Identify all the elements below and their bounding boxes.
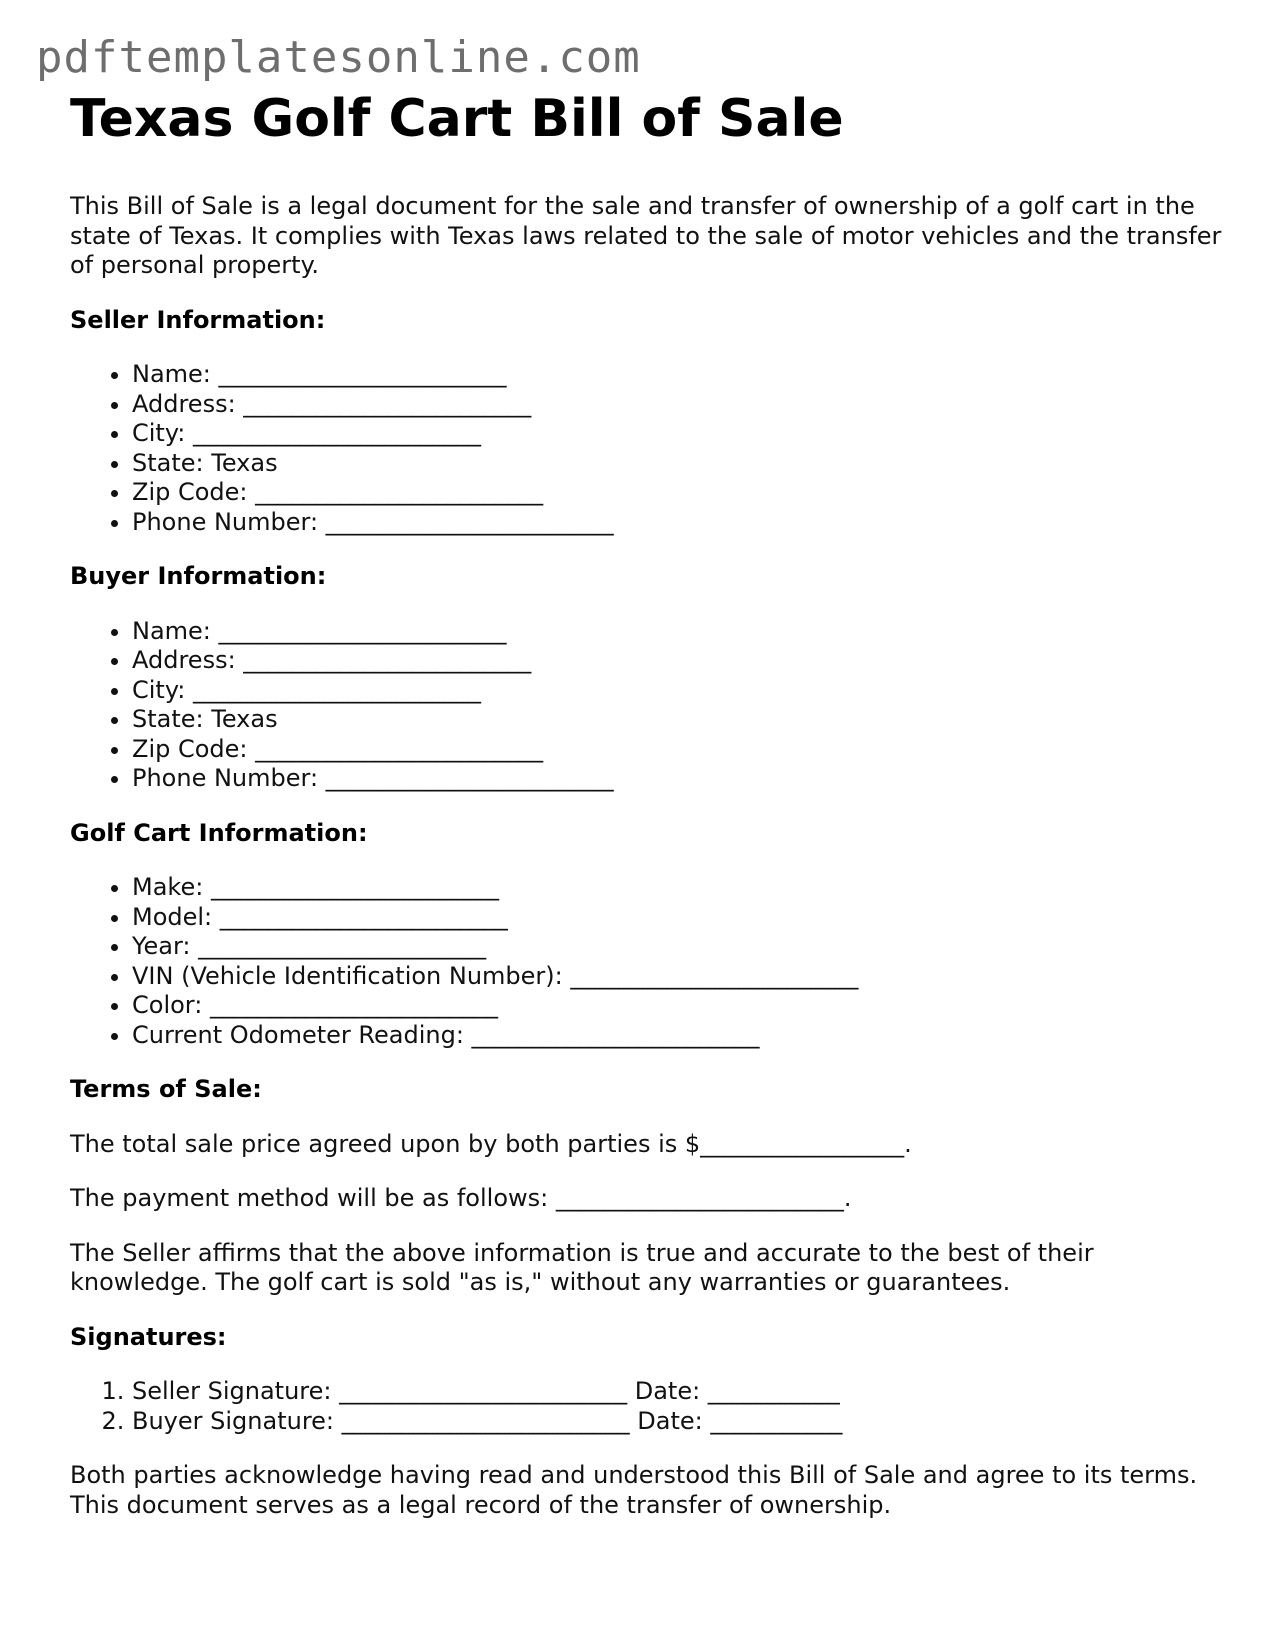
document-body: [70, 88, 1230, 1520]
seller-zip-field: • Zip Code: ________________________: [132, 478, 1230, 508]
cart-heading: Golf Cart Information:: [70, 818, 368, 847]
cart-field-list: [70, 873, 1230, 1050]
closing-paragraph: Both parties acknowledge having read and understood this Bill of Sale and agree to its terms. This document serves as a legal record of the transfer of ownership.: [70, 1461, 1198, 1519]
seller-field-list: [70, 360, 1230, 537]
page-title: Texas Golf Cart Bill of Sale: [70, 89, 844, 149]
buyer-phone-field: • Phone Number: ________________________: [132, 764, 1230, 794]
signature-list: [70, 1377, 1230, 1436]
seller-phone-field: • Phone Number: ________________________: [132, 508, 1230, 538]
intro-paragraph: This Bill of Sale is a legal document for the sale and transfer of ownership of a golf cart in the state of Texas. It complies with Texas laws related to the sale of motor vehicles and the transfer of personal property.: [70, 192, 1222, 279]
buyer-zip-field: • Zip Code: ________________________: [132, 735, 1230, 765]
seller-address-field: • Address: ________________________: [132, 390, 1230, 420]
buyer-state-field: • State: Texas: [132, 705, 1230, 735]
cart-color-field: • Color: ________________________: [132, 991, 1230, 1021]
terms-heading: Terms of Sale:: [70, 1075, 262, 1103]
affirmation-paragraph: The Seller affirms that the above information is true and accurate to the best of their knowledge. The golf cart is sold "as is," without any warranties or guarantees.: [70, 1238, 1094, 1296]
buyer-city-field: • City: ________________________: [132, 676, 1230, 706]
cart-year-field: • Year: ________________________: [132, 932, 1230, 962]
buyer-signature-line: 2. Buyer Signature: ________________________ Date: ___________: [132, 1407, 1230, 1437]
payment-method-line: The payment method will be as follows: ________________________.: [70, 1184, 852, 1212]
buyer-heading: Buyer Information:: [70, 562, 327, 590]
seller-city-field: • City: ________________________: [132, 419, 1230, 449]
cart-model-field: • Model: ________________________: [132, 903, 1230, 933]
seller-state-field: • State: Texas: [132, 449, 1230, 479]
buyer-name-field: • Name: ________________________: [132, 617, 1230, 647]
signatures-heading: Signatures:: [70, 1322, 227, 1351]
seller-heading: Seller Information:: [70, 305, 326, 334]
seller-signature-line: 1. Seller Signature: ________________________ Date: ___________: [132, 1377, 1230, 1407]
sale-price-line: The total sale price agreed upon by both parties is $_________________.: [70, 1129, 912, 1158]
cart-vin-field: • VIN (Vehicle Identification Number): ________________________: [132, 962, 1230, 992]
cart-odometer-field: • Current Odometer Reading: ________________________: [132, 1021, 1230, 1051]
watermark: pdftemplatesonline.com: [36, 32, 641, 83]
buyer-field-list: [70, 617, 1230, 794]
seller-name-field: • Name: ________________________: [132, 360, 1230, 390]
cart-make-field: • Make: ________________________: [132, 873, 1230, 903]
buyer-address-field: • Address: ________________________: [132, 646, 1230, 676]
